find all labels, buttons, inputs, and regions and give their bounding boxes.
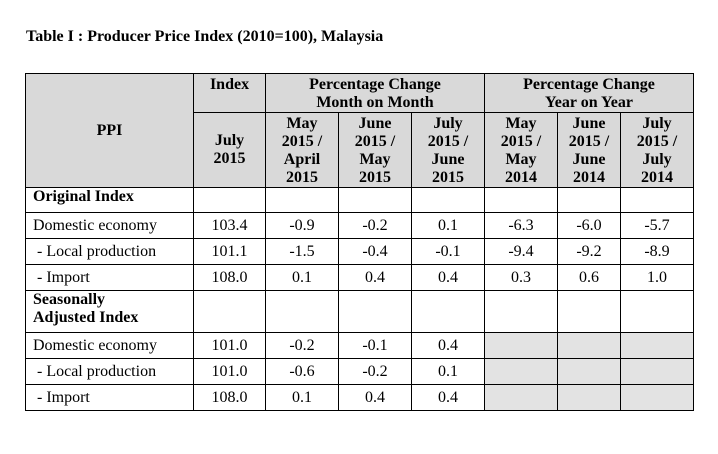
yoy-cell: -6.3 <box>485 213 558 239</box>
mom-cell: 0.4 <box>339 265 412 291</box>
mom-cell: -1.5 <box>266 239 339 265</box>
index-cell: 101.1 <box>194 239 266 265</box>
mom-cell: -0.2 <box>339 213 412 239</box>
section-row <box>26 291 694 333</box>
yoy-cell <box>558 385 621 411</box>
row-label: Domestic economy <box>26 333 194 359</box>
yoy-cell: -5.7 <box>621 213 694 239</box>
mom-cell: -0.6 <box>266 359 339 385</box>
table-row <box>26 213 694 239</box>
mom-cell: -0.2 <box>266 333 339 359</box>
row-label: Domestic economy <box>26 213 194 239</box>
index-cell: 108.0 <box>194 385 266 411</box>
mom-cell: 0.4 <box>412 265 485 291</box>
mom-cell: -0.1 <box>412 239 485 265</box>
section-row <box>26 188 694 213</box>
yoy-cell: 0.6 <box>558 265 621 291</box>
mom-col-header: June 2015 / May 2015 <box>339 113 412 188</box>
yoy-cell <box>558 333 621 359</box>
mom-cell: -0.2 <box>339 359 412 385</box>
yoy-cell: -6.0 <box>558 213 621 239</box>
yoy-cell <box>485 359 558 385</box>
mom-col-header: May 2015 / April 2015 <box>266 113 339 188</box>
yoy-cell: -9.2 <box>558 239 621 265</box>
mom-col-header: July 2015 / June 2015 <box>412 113 485 188</box>
mom-cell: 0.1 <box>266 385 339 411</box>
yoy-cell <box>621 359 694 385</box>
index-cell: 101.0 <box>194 359 266 385</box>
mom-cell: -0.1 <box>339 333 412 359</box>
index-cell: 103.4 <box>194 213 266 239</box>
mom-cell: 0.1 <box>266 265 339 291</box>
yoy-cell <box>621 385 694 411</box>
mom-cell: 0.4 <box>412 385 485 411</box>
yoy-cell <box>485 333 558 359</box>
mom-cell: -0.9 <box>266 213 339 239</box>
row-label: - Local production <box>26 239 194 265</box>
yoy-cell: -9.4 <box>485 239 558 265</box>
yoy-cell: -8.9 <box>621 239 694 265</box>
yoy-cell <box>485 385 558 411</box>
yoy-cell: 0.3 <box>485 265 558 291</box>
yoy-cell <box>621 333 694 359</box>
table-row <box>26 239 694 265</box>
mom-cell: -0.4 <box>339 239 412 265</box>
row-label: - Import <box>26 385 194 411</box>
yoy-group-header: Percentage Change Year on Year <box>485 74 694 113</box>
mom-cell: 0.1 <box>412 213 485 239</box>
ppi-header: PPI <box>26 74 194 188</box>
mom-cell: 0.1 <box>412 359 485 385</box>
mom-group-header: Percentage Change Month on Month <box>266 74 485 113</box>
yoy-col-header: July 2015 / July 2014 <box>621 113 694 188</box>
index-cell: 101.0 <box>194 333 266 359</box>
table-row <box>26 333 694 359</box>
index-header: Index <box>194 74 266 113</box>
table-row <box>26 385 694 411</box>
table-title: Table I : Producer Price Index (2010=100), Malaysia <box>26 28 384 45</box>
yoy-cell <box>558 359 621 385</box>
mom-cell: 0.4 <box>339 385 412 411</box>
section-title: Original Index <box>26 188 194 213</box>
row-label: - Import <box>26 265 194 291</box>
index-cell: 108.0 <box>194 265 266 291</box>
ppi-table <box>25 73 694 411</box>
yoy-cell: 1.0 <box>621 265 694 291</box>
row-label: - Local production <box>26 359 194 385</box>
mom-cell: 0.4 <box>412 333 485 359</box>
index-period-header: July 2015 <box>194 113 266 188</box>
yoy-col-header: June 2015 / June 2014 <box>558 113 621 188</box>
yoy-col-header: May 2015 / May 2014 <box>485 113 558 188</box>
section-title: Seasonally Adjusted Index <box>26 291 194 333</box>
table-row <box>26 265 694 291</box>
table-row <box>26 359 694 385</box>
